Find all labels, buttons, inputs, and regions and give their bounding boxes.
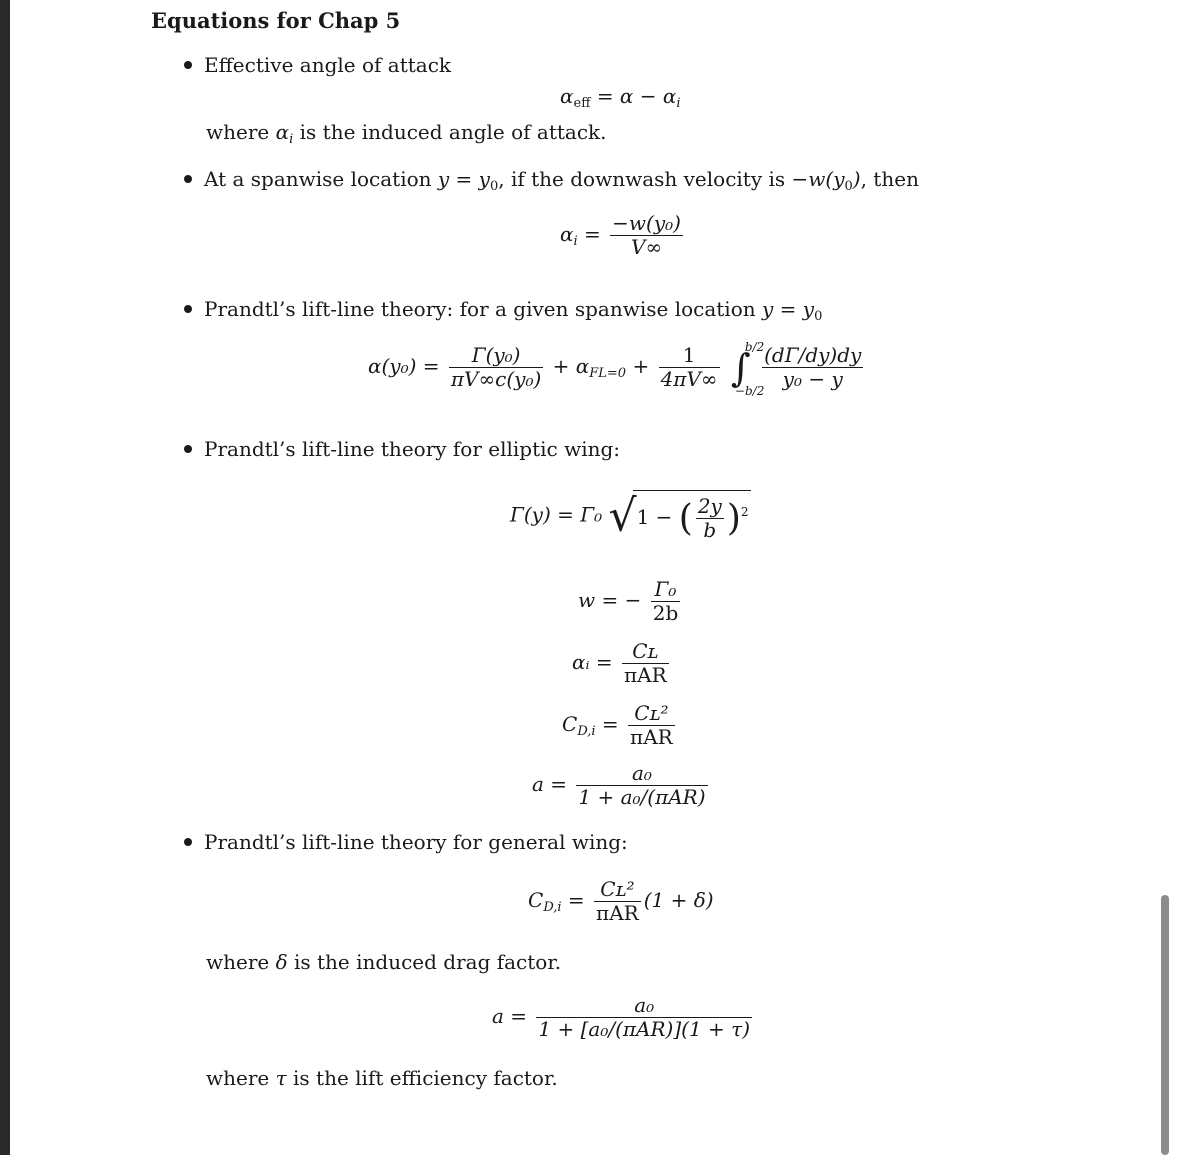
fraction: $\frac{\text{Γ₀}}{2b}$: [652, 577, 679, 625]
bullet-dot: [184, 175, 192, 183]
fraction: $\frac{\text{−w(y₀)}}{V\infty}$: [612, 211, 681, 259]
page-title: Equations for Chap 5: [151, 8, 401, 33]
bullet-lift-line-theory: Prandtl’s lift-line theory: for a given spanwise location $y = y_0$: [184, 297, 822, 324]
fraction: $\frac{1}{4\pi V\infty}$: [660, 343, 718, 391]
equation-lift-line-integral: α(y₀) = $\frac{\text{Γ(y₀)}}{\text{πV∞c(y₀)}}$ + $\alpha_{FL=0}$ + $\frac{1}{4\pi V\infty}$ ∫ b/2 −b/2 $\frac{(d\Gamma/dy)dy}{\text{y₀ − y}}$: [368, 339, 862, 398]
text-where-alpha-i: where $\alpha_i$ is the induced angle of attack.: [206, 120, 607, 147]
bullet-dot: [184, 61, 192, 69]
equation-downwash-w: w = − $\frac{\text{Γ₀}}{2b}$: [578, 577, 679, 625]
fraction: $\frac{\text{Cʟ²}}{\text{πAR}}$: [630, 701, 673, 749]
equation-cdi-general: $C_{D,i}$ = $\frac{\text{Cʟ²}}{\text{πAR}}$ (1 + δ): [528, 877, 714, 925]
fraction: $\frac{\text{a₀}}{\text{1 + [a₀/(πAR)](1 + τ)}}$: [538, 993, 751, 1041]
equation-alpha-eff: $\alpha_{eff} = \alpha - \alpha_i$: [560, 84, 681, 111]
bullet-dot: [184, 305, 192, 313]
bullet-general-wing: Prandtl’s lift-line theory for general wing:: [184, 830, 628, 854]
scrollbar-thumb[interactable]: [1161, 895, 1169, 1155]
text-where-delta: where δ is the induced drag factor.: [206, 950, 562, 974]
bullet-dot: [184, 838, 192, 846]
fraction: $\frac{(d\Gamma/dy)dy}{\text{y₀ − y}}$: [764, 343, 862, 391]
bullet-elliptic-wing: Prandtl’s lift-line theory for elliptic wing:: [184, 437, 620, 461]
bullet-dot: [184, 445, 192, 453]
text-where-tau: where τ is the lift efficiency factor.: [206, 1066, 558, 1090]
equation-alpha-i-downwash: $\alpha_i$ = $\frac{\text{−w(y₀)}}{V\infty}$: [560, 211, 681, 259]
bullet-effective-aoa: Effective angle of attack: [184, 53, 451, 77]
bullet-spanwise-location: At a spanwise location $y = y_0$, if the downwash velocity is $-w(y_0)$, then: [184, 167, 919, 194]
integral-sign: ∫ b/2 −b/2: [730, 339, 765, 398]
equation-gamma-elliptic: Γ(y) = Γ₀ √1 − ( $\frac{2y}{b}$ )$^2$: [510, 490, 749, 542]
fraction: $\frac{2y}{b}$: [697, 494, 722, 542]
fraction: $\frac{\text{Γ(y₀)}}{\text{πV∞c(y₀)}}$: [450, 343, 542, 391]
equation-lift-slope-general: a = $\frac{\text{a₀}}{\text{1 + [a₀/(πAR)](1 + τ)}}$: [492, 993, 751, 1041]
square-root: √1 − ( $\frac{2y}{b}$ )$^2$: [608, 490, 749, 542]
equation-lift-slope-elliptic: a = $\frac{\text{a₀}}{\text{1 + a₀/(πAR)}}$: [532, 761, 706, 809]
fraction: $\frac{\text{a₀}}{\text{1 + a₀/(πAR)}}$: [578, 761, 706, 809]
equation-alpha-i-elliptic: αᵢ = $\frac{\text{Cʟ}}{\text{πAR}}$: [572, 639, 667, 687]
equation-cdi-elliptic: $C_{D,i}$ = $\frac{\text{Cʟ²}}{\text{πAR}}$: [562, 701, 673, 749]
fraction: $\frac{\text{Cʟ²}}{\text{πAR}}$: [596, 877, 639, 925]
fraction: $\frac{\text{Cʟ}}{\text{πAR}}$: [624, 639, 667, 687]
